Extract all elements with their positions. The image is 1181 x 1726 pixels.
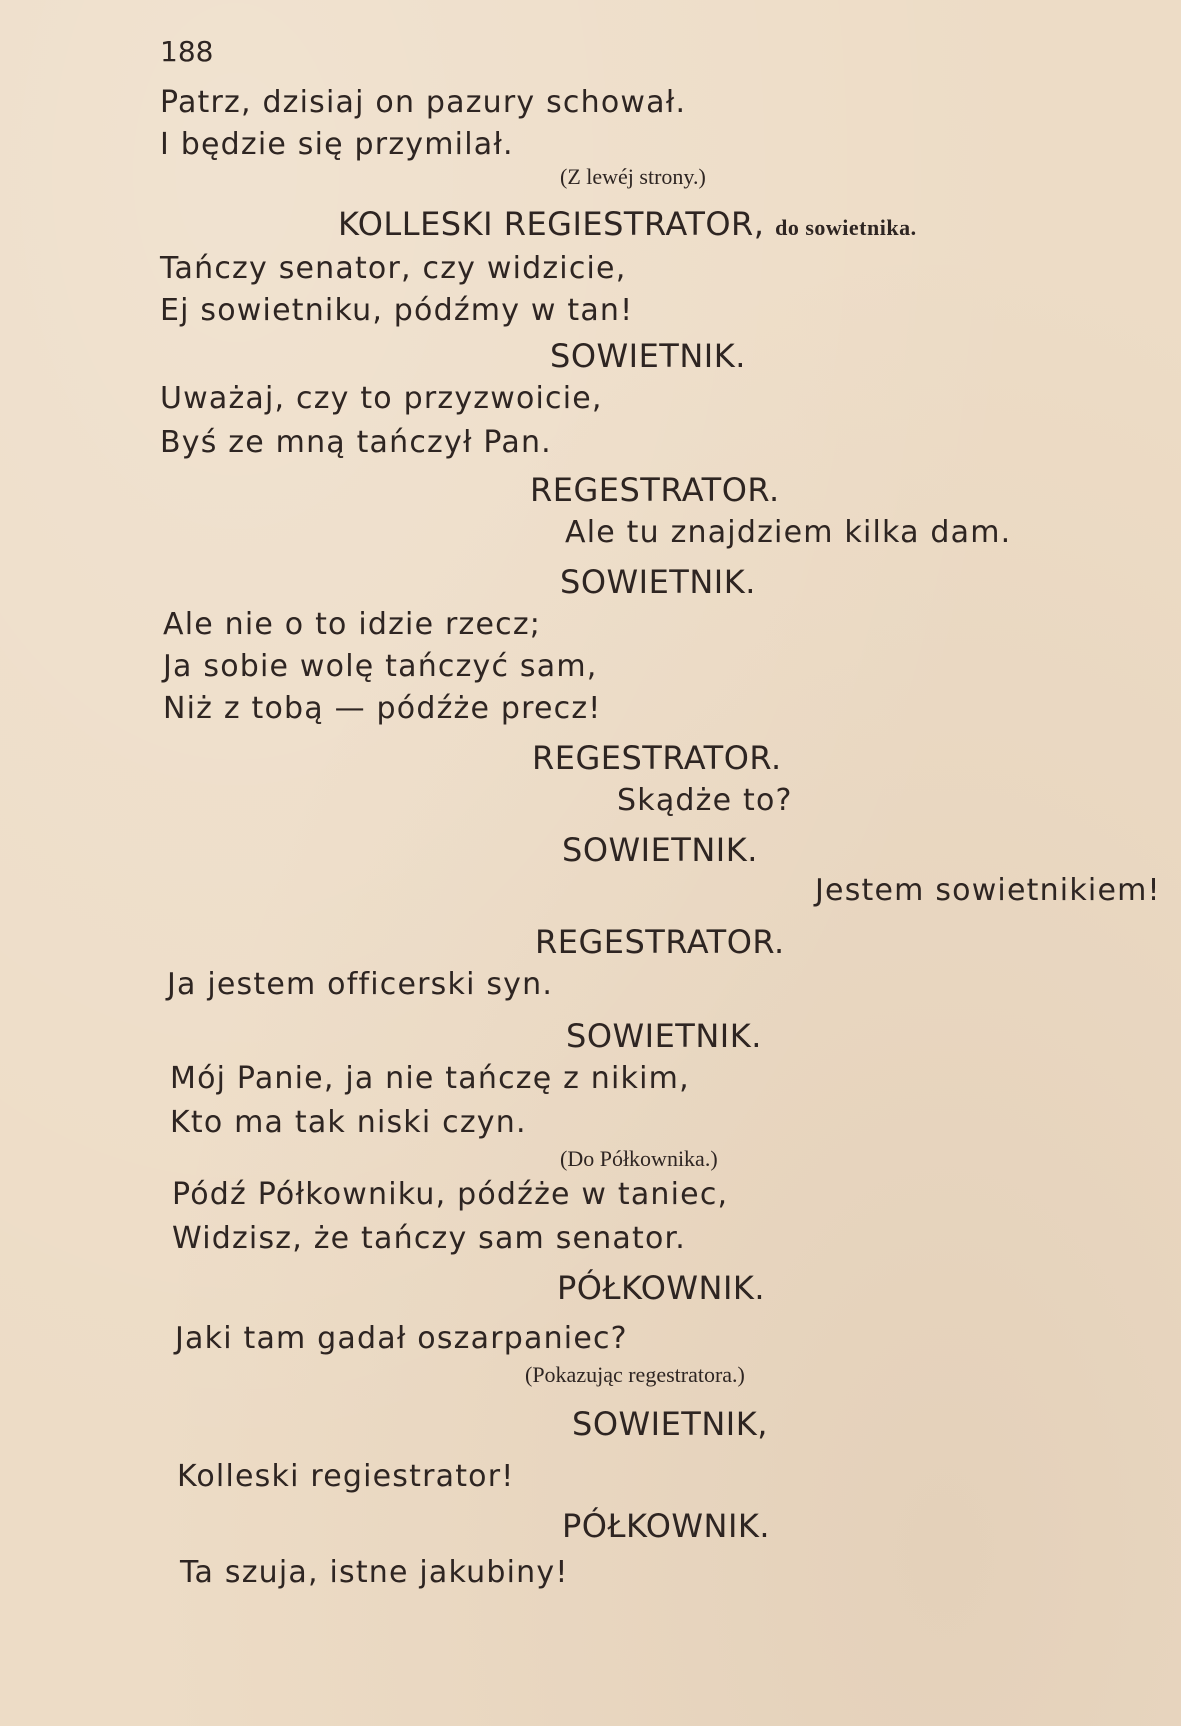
stage-direction: (Pokazując regestratora.): [525, 1362, 745, 1387]
verse-line: Niż z tobą — pódźże precz!: [163, 691, 602, 726]
verse-line: Byś ze mną tańczył Pan.: [160, 425, 552, 460]
verse-line: Uważaj, czy to przyzwoicie,: [160, 381, 603, 416]
verse-line: Ta szuja, istne jakubiny!: [180, 1555, 569, 1590]
verse-line: Kolleski regiestrator!: [177, 1459, 515, 1494]
verse-line: Tańczy senator, czy widzicie,: [160, 251, 627, 286]
speaker-name: SOWIETNIK,: [572, 1405, 768, 1443]
verse-line: I będzie się przymilał.: [160, 127, 514, 162]
speaker-name: SOWIETNIK.: [550, 337, 746, 375]
verse-line: Ja sobie wolę tańczyć sam,: [163, 649, 598, 684]
page-number: 188: [160, 35, 214, 68]
speaker-name: REGESTRATOR.: [530, 471, 780, 509]
speaker-name: PÓŁKOWNIK.: [557, 1269, 766, 1307]
speaker-name: SOWIETNIK.: [560, 563, 756, 601]
verse-line: Ale nie o to idzie rzecz;: [163, 607, 542, 642]
verse-line: Pódź Półkowniku, pódźże w taniec,: [172, 1177, 729, 1212]
stage-direction: (Z lewéj strony.): [560, 164, 706, 189]
verse-line: Jestem sowietnikiem!: [815, 873, 1161, 908]
verse-line: Kto ma tak niski czyn.: [170, 1105, 527, 1140]
speaker-label: KOLLESKI REGIESTRATOR,: [338, 205, 765, 243]
speaker-name: PÓŁKOWNIK.: [562, 1507, 771, 1545]
verse-line: Widzisz, że tańczy sam senator.: [172, 1221, 687, 1256]
verse-line: Jaki tam gadał oszarpaniec?: [175, 1321, 628, 1356]
verse-line: Ja jestem officerski syn.: [167, 967, 554, 1002]
speaker-direction: do sowietnika.: [775, 215, 917, 240]
verse-line: Ej sowietniku, pódźmy w tan!: [160, 293, 634, 328]
verse-line: Patrz, dzisiaj on pazury schował.: [160, 85, 687, 120]
verse-line: Skądże to?: [617, 783, 793, 818]
verse-line: Ale tu znajdziem kilka dam.: [565, 515, 1012, 550]
stage-direction: (Do Półkownika.): [560, 1146, 718, 1171]
verse-line: Mój Panie, ja nie tańczę z nikim,: [170, 1061, 690, 1096]
speaker-name: REGESTRATOR.: [535, 923, 785, 961]
speaker-name: SOWIETNIK.: [562, 831, 758, 869]
speaker-name: REGESTRATOR.: [532, 739, 782, 777]
speaker-name: SOWIETNIK.: [566, 1017, 762, 1055]
speaker-name: [338, 205, 917, 243]
